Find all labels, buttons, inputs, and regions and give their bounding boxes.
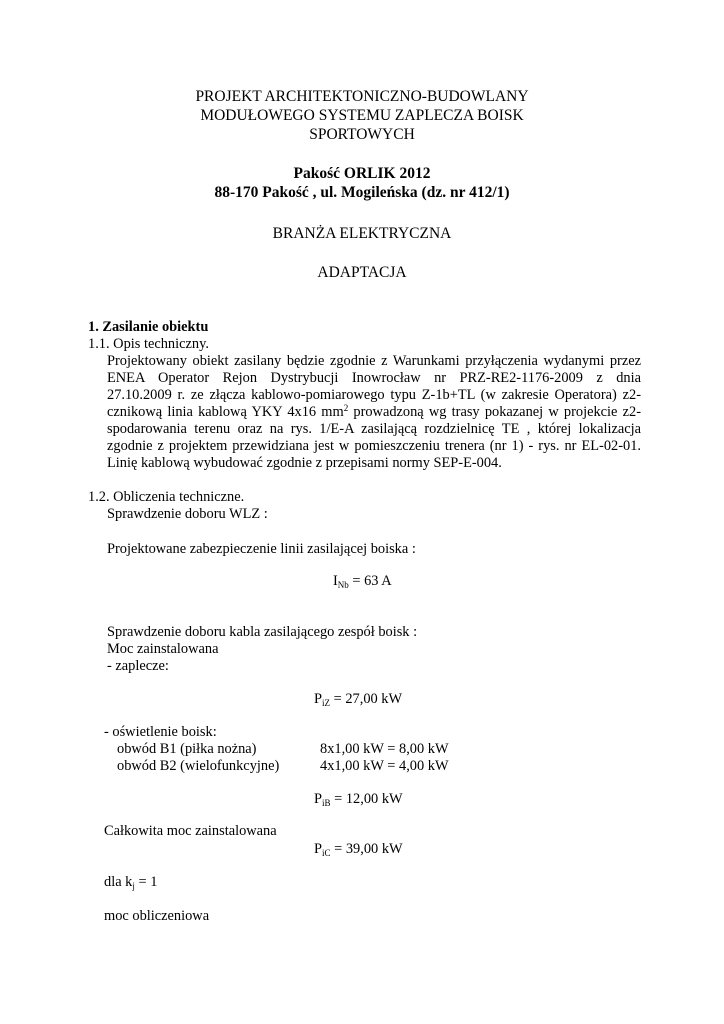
paragraph-line: Projektowany obiekt zasilany będzie zgodnie z Warunkami przyłączenia wydanymi przez bbox=[107, 353, 641, 369]
section-heading: 1. Zasilanie obiektu bbox=[88, 319, 209, 335]
installed-power-label: Moc zainstalowana bbox=[107, 641, 219, 657]
wlz-check-label: Sprawdzenie doboru WLZ : bbox=[107, 506, 268, 522]
paragraph-line-part: cznikową linia kablową YKY 4x16 mm bbox=[107, 404, 344, 420]
total-installed-label: Całkowita moc zainstalowana bbox=[104, 823, 277, 839]
formula-subscript: iC bbox=[322, 848, 331, 858]
formula-subscript: iB bbox=[322, 798, 331, 808]
location-line-1: Pakość ORLIK 2012 bbox=[293, 165, 431, 182]
formula-subscript: Nb bbox=[337, 580, 349, 590]
piz-formula bbox=[314, 691, 402, 708]
formula-subscript: iZ bbox=[322, 698, 331, 708]
inb-formula bbox=[333, 573, 392, 590]
subsection-heading-1-2: 1.2. Obliczenia techniczne. bbox=[88, 489, 245, 505]
protection-label: Projektowane zabezpieczenie linii zasilającej boiska : bbox=[107, 541, 416, 557]
formula-subscript: j bbox=[132, 881, 135, 891]
paragraph-line: 27.10.2009 r. ze złącza kablowo-pomiarowego typu Z-1b+TL (w zakresie Operatora) z2- bbox=[107, 387, 641, 403]
project-title-line-2: MODUŁOWEGO SYSTEMU ZAPLECZA BOISK bbox=[200, 107, 524, 124]
paragraph-line: spodarowania terenu oraz na rys. 1/E-A zasilającą rozdzielnicę TE , której lokalizacja bbox=[107, 421, 641, 437]
project-title-line-1: PROJEKT ARCHITEKTONICZNO-BUDOWLANY bbox=[195, 88, 529, 105]
pib-formula bbox=[314, 791, 403, 808]
adaptation-heading: ADAPTACJA bbox=[317, 264, 407, 281]
formula-value: = 39,00 kW bbox=[330, 841, 403, 857]
formula-symbol: P bbox=[314, 841, 323, 857]
circuit-b1-label: obwód B1 (piłka nożna) bbox=[117, 741, 257, 757]
kj-formula bbox=[104, 874, 157, 891]
lighting-label: - oświetlenie boisk: bbox=[104, 724, 217, 740]
formula-symbol: P bbox=[314, 691, 323, 707]
paragraph-line: ENEA Operator Rejon Dystrybucji Inowrocław nr PRZ-RE2-1176-2009 z dnia bbox=[107, 370, 641, 386]
formula-value: = 12,00 kW bbox=[330, 791, 403, 807]
paragraph-line: Linię kablową wybudować zgodnie z przepisami normy SEP-E-004. bbox=[107, 455, 502, 471]
circuit-b1-value: 8x1,00 kW = 8,00 kW bbox=[320, 741, 449, 757]
subsection-heading-1-1: 1.1. Opis techniczny. bbox=[88, 336, 209, 352]
circuit-b2-label: obwód B2 (wielofunkcyjne) bbox=[117, 758, 280, 774]
pic-formula bbox=[314, 841, 403, 858]
formula-value: = 63 A bbox=[348, 573, 392, 589]
cable-check-label: Sprawdzenie doboru kabla zasilającego zespół boisk : bbox=[107, 624, 418, 640]
superscript-2: 2 bbox=[343, 403, 349, 413]
paragraph-line: zgodnie z projektem przewidziana jest w pomieszczeniu trenera (nr 1) - rys. nr EL-02-01. bbox=[107, 438, 641, 454]
paragraph-line-with-superscript bbox=[107, 404, 641, 421]
formula-symbol: dla k bbox=[104, 874, 133, 890]
calc-power-label: moc obliczeniowa bbox=[104, 908, 210, 924]
formula-value: = 27,00 kW bbox=[330, 691, 403, 707]
paragraph-line-part: prowadzoną wg trasy pokazanej w projekcie z2- bbox=[348, 404, 642, 420]
backrooms-label: - zaplecze: bbox=[107, 658, 169, 674]
circuit-b2-value: 4x1,00 kW = 4,00 kW bbox=[320, 758, 449, 774]
branch-heading: BRANŻA ELEKTRYCZNA bbox=[272, 225, 452, 242]
formula-symbol: P bbox=[314, 791, 323, 807]
technical-description-paragraph bbox=[107, 353, 641, 472]
formula-symbol: I bbox=[333, 573, 338, 589]
location-line-2: 88-170 Pakość , ul. Mogileńska (dz. nr 412/1) bbox=[214, 184, 510, 201]
formula-value: = 1 bbox=[134, 874, 158, 890]
project-title-line-3: SPORTOWYCH bbox=[309, 126, 415, 143]
